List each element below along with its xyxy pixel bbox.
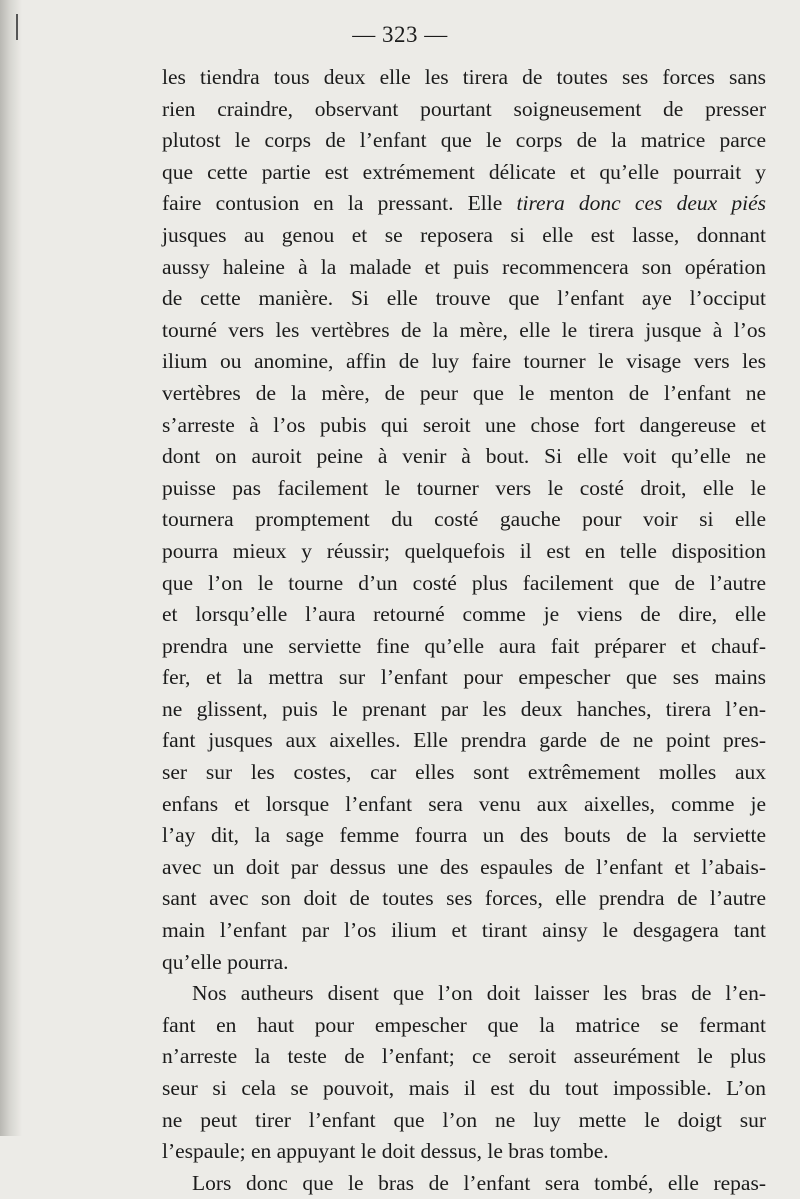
text-line: vertèbres de la mère, de peur que le menton de l’enfant ne [162, 380, 766, 405]
text-line-with-italic: faire contusion en la pressant. Elle tirera donc ces deux piés [162, 191, 766, 216]
text-line: Lors donc que le bras de l’enfant sera tombé, elle repas- [192, 1170, 766, 1195]
text-line: fant jusques aux aixelles. Elle prendra garde de ne point pres- [162, 728, 766, 753]
text-line: avec un doit par dessus une des espaules de l’enfant et l’abais- [162, 854, 766, 879]
italic-phrase: tirera donc ces deux piés [516, 191, 766, 216]
text-line: de cette manière. Si elle trouve que l’enfant aye l’occiput [162, 286, 766, 311]
text-line: plutost le corps de l’enfant que le corps de la matrice parce [162, 128, 766, 153]
body-text [162, 62, 766, 1199]
text-line: les tiendra tous deux elle les tirera de toutes ses forces sans [162, 65, 766, 89]
text-line: dont on auroit peine à venir à bout. Si elle voit qu’elle ne [162, 444, 766, 469]
text-line: aussy haleine à la malade et puis recommencera son opération [162, 254, 766, 279]
text-line: ser sur les costes, car elles sont extrêmement molles aux [162, 760, 766, 785]
text-line: sant avec son doit de toutes ses forces, elle prendra de l’autre [162, 886, 766, 911]
text-line: main l’enfant par l’os ilium et tirant ainsy le desgagera tant [162, 918, 766, 943]
text-line: l’espaule; en appuyant le doit dessus, le bras tombe. [162, 1139, 609, 1164]
text-line: ne glissent, puis le prenant par les deux hanches, tirera l’en- [162, 696, 766, 721]
text-line: que l’on le tourne d’un costé plus facilement que de l’autre [162, 570, 766, 595]
text-line: l’ay dit, la sage femme fourra un des bouts de la serviette [162, 823, 766, 848]
page-gutter-shadow [0, 0, 22, 1136]
text-line: enfans et lorsque l’enfant sera venu aux aixelles, comme je [162, 791, 766, 816]
text-line: Nos autheurs disent que l’on doit laisser les bras de l’en- [192, 981, 766, 1006]
text-line: seur si cela se pouvoit, mais il est du tout impossible. L’on [162, 1076, 766, 1100]
text-line: que cette partie est extrémement délicate et qu’elle pourrait y [162, 159, 766, 184]
text-line: qu’elle pourra. [162, 949, 289, 974]
text-line: pourra mieux y réussir; quelquefois il est en telle disposition [162, 538, 766, 563]
text-line: ilium ou anomine, affin de luy faire tourner le visage vers les [162, 349, 766, 374]
text-line: s’arreste à l’os pubis qui seroit une chose fort dangereuse et [162, 412, 766, 437]
text-line: tourné vers les vertèbres de la mère, elle le tirera jusque à l’os [162, 317, 766, 342]
text-line: prendra une serviette fine qu’elle aura fait préparer et chauf- [162, 633, 766, 658]
text-line: fant en haut pour empescher que la matrice se fermant [162, 1012, 766, 1037]
text-line: jusques au genou et se reposera si elle est lasse, donnant [162, 222, 766, 247]
text-line: puisse pas facilement le tourner vers le costé droit, elle le [162, 475, 766, 500]
text-line: fer, et la mettra sur l’enfant pour empescher que ses mains [162, 665, 766, 690]
text-line: n’arreste la teste de l’enfant; ce seroit asseurément le plus [162, 1044, 766, 1069]
page-number: — 323 — [352, 22, 448, 47]
text-line: ne peut tirer l’enfant que l’on ne luy mette le doigt sur [162, 1107, 766, 1132]
text-line: rien craindre, observant pourtant soigneusement de presser [162, 96, 766, 121]
text-line: et lorsqu’elle l’aura retourné comme je viens de dire, elle [162, 602, 766, 627]
text-line: tournera promptement du costé gauche pour voir si elle [162, 507, 766, 532]
